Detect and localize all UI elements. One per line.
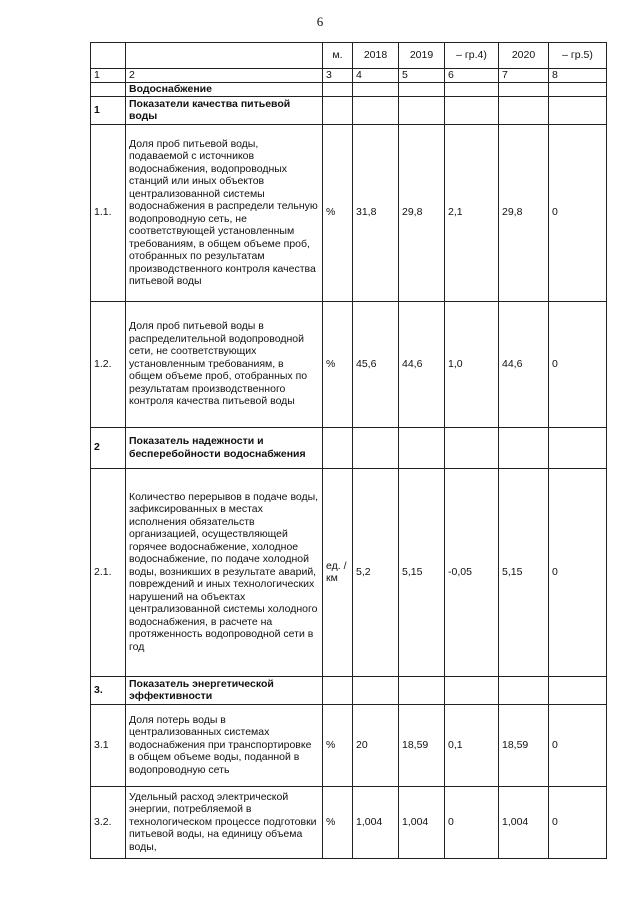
unit-cell: % xyxy=(323,786,353,858)
diff-col-4 xyxy=(445,96,499,124)
indicator-row xyxy=(91,468,607,676)
indicator-row xyxy=(91,301,607,427)
row-number: 3.2. xyxy=(91,786,126,858)
value-2020: 1,004 xyxy=(499,786,549,858)
col-number: 8 xyxy=(549,69,607,83)
group-heading-row xyxy=(91,96,607,124)
indicator-description: Доля проб питьевой воды, подаваемой с источников водоснабжения, водопроводных станций или иных объектов централизованной системы водоснабжения в распредели тельную водопроводную сеть, не соответствующей установленным требованиям, в общем объеме проб, отобранных по результатам производственного контроля качества питьевой воды xyxy=(126,124,323,301)
header-cell xyxy=(126,43,323,69)
value-2020: 44,6 xyxy=(499,301,549,427)
diff-col-4 xyxy=(445,427,499,468)
header-diff-4: – гр.4) xyxy=(445,43,499,69)
header-diff-5: – гр.5) xyxy=(549,43,607,69)
diff-col-4: -0,05 xyxy=(445,468,499,676)
value-2020: 29,8 xyxy=(499,124,549,301)
value-2018: 31,8 xyxy=(353,124,399,301)
indicator-description: Количество перерывов в подаче воды, зафиксированных в местах исполнения обязательств организацией, осуществляющей горячее водоснабжение, холодное водоснабжение, по подаче холодной воды, возникших в результате аварий, повреждений и иных технологических нарушений на объектах централизованной системы холодного водоснабжения, в расчете на протяженность водопроводной сети в год xyxy=(126,468,323,676)
diff-col-4: 0,1 xyxy=(445,704,499,786)
value-2018: 1,004 xyxy=(353,786,399,858)
row-number: 2.1. xyxy=(91,468,126,676)
row-number: 3.1 xyxy=(91,704,126,786)
col-number: 4 xyxy=(353,69,399,83)
row-number: 1 xyxy=(91,96,126,124)
value-2018: 45,6 xyxy=(353,301,399,427)
diff-col-5: 0 xyxy=(549,704,607,786)
header-2019: 2019 xyxy=(399,43,445,69)
section-title: Водоснабжение xyxy=(126,82,323,96)
indicator-description: Доля проб питьевой воды в распределительной водопроводной сети, не соответствующих установленным требованиям, в общем объеме проб, отобранных по результатам производственного контроля качества питьевой воды xyxy=(126,301,323,427)
diff-col-5: 0 xyxy=(549,124,607,301)
value-2019 xyxy=(399,676,445,704)
diff-col-5 xyxy=(549,96,607,124)
indicator-row xyxy=(91,124,607,301)
col-number: 5 xyxy=(399,69,445,83)
group-title: Показатели качества питьевой воды xyxy=(126,96,323,124)
value-2018: 5,2 xyxy=(353,468,399,676)
value-2019 xyxy=(399,96,445,124)
diff-col-4: 2,1 xyxy=(445,124,499,301)
unit-cell: ед. /км xyxy=(323,468,353,676)
group-heading-row xyxy=(91,676,607,704)
row-number: 2 xyxy=(91,427,126,468)
diff-col-4 xyxy=(445,676,499,704)
indicator-row xyxy=(91,704,607,786)
group-heading-row xyxy=(91,427,607,468)
value-2020 xyxy=(499,676,549,704)
column-numbers-row xyxy=(91,69,607,83)
value-2019 xyxy=(399,427,445,468)
value-2020 xyxy=(499,427,549,468)
group-title: Показатель энергетической эффективности xyxy=(126,676,323,704)
unit-cell: % xyxy=(323,704,353,786)
col-number: 3 xyxy=(323,69,353,83)
value-2018 xyxy=(353,427,399,468)
value-2020: 18,59 xyxy=(499,704,549,786)
group-title: Показатель надежности и бесперебойности водоснабжения xyxy=(126,427,323,468)
diff-col-5 xyxy=(549,676,607,704)
value-2019: 44,6 xyxy=(399,301,445,427)
indicator-description: Доля потерь воды в централизованных системах водоснабжения при транспортировке в общем объеме воды, поданной в водопроводную сеть xyxy=(126,704,323,786)
diff-col-5 xyxy=(549,427,607,468)
header-cell xyxy=(91,43,126,69)
value-2019: 18,59 xyxy=(399,704,445,786)
value-2018 xyxy=(353,96,399,124)
unit-cell: % xyxy=(323,124,353,301)
value-2019: 1,004 xyxy=(399,786,445,858)
value-2019: 5,15 xyxy=(399,468,445,676)
page-number: 6 xyxy=(316,14,324,29)
header-row xyxy=(91,43,607,69)
unit-cell: % xyxy=(323,301,353,427)
indicator-description: Удельный расход электрической энергии, потребляемой в технологическом процессе подготовки питьевой воды, на единицу объема воды, xyxy=(126,786,323,858)
row-number: 3. xyxy=(91,676,126,704)
col-number: 7 xyxy=(499,69,549,83)
row-number: 1.1. xyxy=(91,124,126,301)
unit-cell xyxy=(323,676,353,704)
indicators-table xyxy=(90,42,607,859)
row-number: 1.2. xyxy=(91,301,126,427)
diff-col-5: 0 xyxy=(549,468,607,676)
value-2018 xyxy=(353,676,399,704)
section-title-row xyxy=(91,82,607,96)
unit-cell xyxy=(323,96,353,124)
value-2020: 5,15 xyxy=(499,468,549,676)
value-2018: 20 xyxy=(353,704,399,786)
diff-col-5: 0 xyxy=(549,786,607,858)
indicator-row xyxy=(91,786,607,858)
value-2020 xyxy=(499,96,549,124)
col-number: 6 xyxy=(445,69,499,83)
unit-cell xyxy=(323,427,353,468)
diff-col-5: 0 xyxy=(549,301,607,427)
col-number: 1 xyxy=(91,69,126,83)
value-2019: 29,8 xyxy=(399,124,445,301)
header-unit: м. xyxy=(323,43,353,69)
header-2018: 2018 xyxy=(353,43,399,69)
header-2020: 2020 xyxy=(499,43,549,69)
col-number: 2 xyxy=(126,69,323,83)
diff-col-4: 0 xyxy=(445,786,499,858)
diff-col-4: 1,0 xyxy=(445,301,499,427)
